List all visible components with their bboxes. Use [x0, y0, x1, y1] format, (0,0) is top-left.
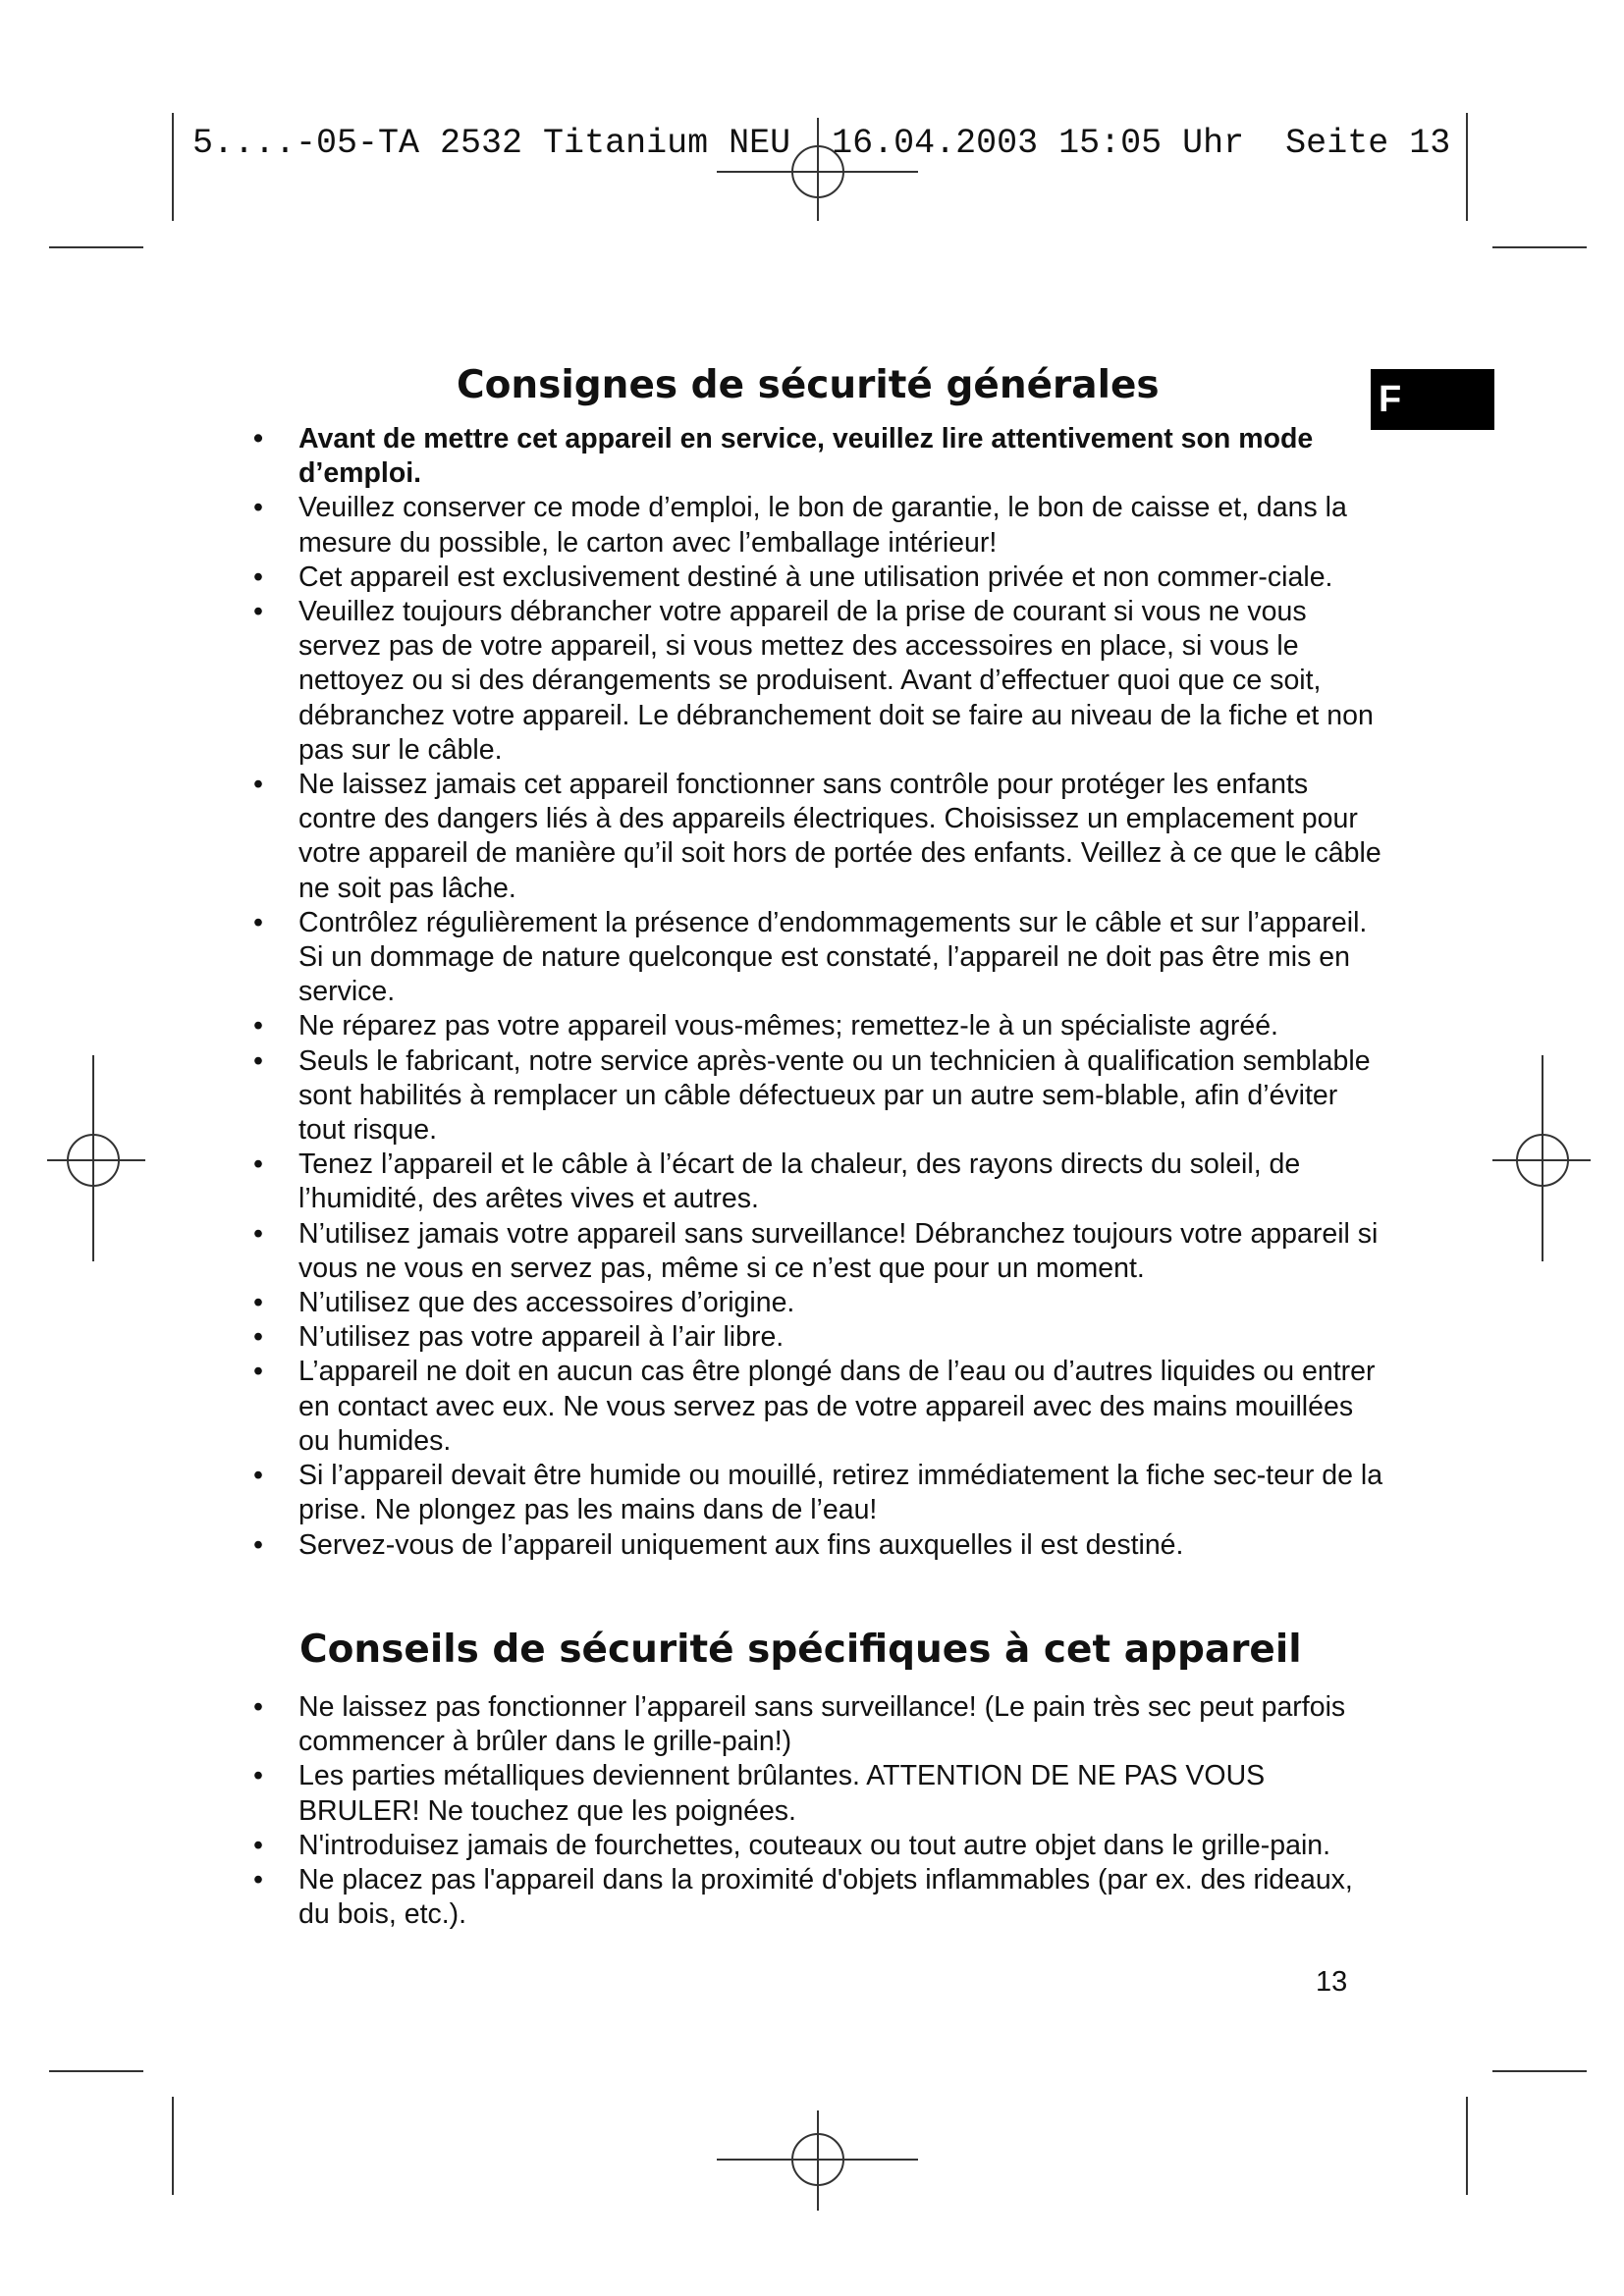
list-item-text: Seuls le fabricant, notre service après-vente ou un technicien à qualification semblable sont habilités à remplacer un câble défectueux par un autre sem-blable, afin d’éviter tout risque. [298, 1044, 1371, 1147]
list-item-text: Les parties métalliques deviennent brûlantes. ATTENTION DE NE PAS VOUS BRULER! Ne touchez que les poignées. [298, 1760, 1266, 1827]
list-item [251, 768, 1390, 906]
print-slug-header: 5....-05-TA 2532 Titanium NEU 16.04.2003 15:05 Uhr Seite 13 [192, 124, 1451, 163]
bullet: • [253, 769, 263, 801]
list-item [251, 1355, 1390, 1459]
list-item-text: Veuillez toujours débrancher votre appareil de la prise de courant si vous ne vous servez pas de votre appareil, si vous mettez des accessoires en place, si vous le nettoyez ou si des dérangements se produisent. Avant d’effectuer quoi que ce soit, débranchez votre appareil. Le débranchement doit se faire au niveau de la fiche et non pas sur le câble. [298, 596, 1374, 766]
list-item [251, 1459, 1390, 1527]
list-item [251, 1009, 1390, 1043]
list-item-text: Servez-vous de l’appareil uniquement aux fins auxquelles il est destiné. [298, 1528, 1184, 1561]
list-item-text: Ne réparez pas votre appareil vous-mêmes; remettez-le à un spécialiste agréé. [298, 1010, 1278, 1042]
bullet: • [253, 1287, 263, 1319]
bullet: • [253, 1829, 263, 1861]
list-item-text: Ne laissez pas fonctionner l’appareil sans surveillance! (Le pain très sec peut parfois commencer à brûler dans le grille-pain!) [298, 1691, 1346, 1758]
bullet: • [253, 1044, 263, 1077]
list-item [251, 1148, 1390, 1216]
list-item-text: N’utilisez que des accessoires d’origine. [298, 1287, 795, 1319]
bullet: • [253, 1760, 263, 1792]
general-safety-list [251, 422, 1390, 1563]
list-item [251, 1759, 1390, 1828]
bullet: • [253, 1010, 263, 1042]
list-item [251, 906, 1390, 1010]
bullet: • [253, 1217, 263, 1250]
list-item [251, 561, 1390, 595]
bullet: • [253, 1691, 263, 1723]
list-item-text: Cet appareil est exclusivement destiné à une utilisation privée et non commer-ciale. [298, 561, 1333, 593]
list-item-text: Ne laissez jamais cet appareil fonctionner sans contrôle pour protéger les enfants contre des dangers liés à des appareils électriques. Choisissez un emplacement pour votre appareil de manière qu’il soit hors de portée des enfants. Veillez à ce que le câble ne soit pas lâche. [298, 769, 1381, 904]
list-item [251, 491, 1390, 560]
list-item-text: Avant de mettre cet appareil en service, veuillez lire attentivement son mode d’emploi. [298, 423, 1314, 490]
section-title-general-safety: Consignes de sécurité générales [457, 363, 1160, 407]
page-number: 13 [1316, 1966, 1348, 1998]
bullet: • [253, 1148, 263, 1181]
language-tab: F [1371, 369, 1494, 430]
list-item [251, 1320, 1390, 1355]
bullet: • [253, 1460, 263, 1492]
section-title-specific-safety: Conseils de sécurité spécifiques à cet appareil [299, 1628, 1302, 1672]
list-item [251, 1528, 1390, 1563]
list-item-text: Ne placez pas l'appareil dans la proximité d'objets inflammables (par ex. des rideaux, du bois, etc.). [298, 1864, 1353, 1931]
bullet: • [253, 1864, 263, 1896]
bullet: • [253, 1528, 263, 1561]
list-item [251, 1217, 1390, 1286]
list-item [251, 422, 1390, 491]
bullet: • [253, 906, 263, 938]
list-item-text: L’appareil ne doit en aucun cas être plongé dans de l’eau ou d’autres liquides ou entrer en contact avec eux. Ne vous servez pas de votre appareil avec des mains mouillées ou humides. [298, 1356, 1376, 1457]
bullet: • [253, 561, 263, 593]
list-item-text: N’utilisez pas votre appareil à l’air libre. [298, 1321, 785, 1354]
list-item [251, 1286, 1390, 1320]
list-item [251, 1690, 1390, 1759]
registration-mark-bottom [717, 2110, 918, 2211]
specific-safety-list [251, 1690, 1390, 1932]
bullet: • [253, 423, 263, 454]
list-item-text: Tenez l’appareil et le câble à l’écart de la chaleur, des rayons directs du soleil, de l’humidité, des arêtes vives et autres. [298, 1148, 1301, 1215]
list-item [251, 1863, 1390, 1932]
list-item-text: N'introduisez jamais de fourchettes, couteaux ou tout autre objet dans le grille-pain. [298, 1829, 1331, 1861]
registration-mark-left [47, 1055, 145, 1261]
list-item [251, 1829, 1390, 1863]
bullet: • [253, 1356, 263, 1388]
list-item [251, 595, 1390, 768]
list-item-text: Veuillez conserver ce mode d’emploi, le bon de garantie, le bon de caisse et, dans la mesure du possible, le carton avec l’emballage intérieur! [298, 492, 1347, 559]
registration-mark-right [1492, 1055, 1591, 1261]
list-item [251, 1044, 1390, 1148]
list-item-text: Contrôlez régulièrement la présence d’endommagements sur le câble et sur l’appareil. Si un dommage de nature quelconque est constaté, l’appareil ne doit pas être mis en service. [298, 906, 1368, 1008]
bullet: • [253, 492, 263, 524]
list-item-text: Si l’appareil devait être humide ou mouillé, retirez immédiatement la fiche sec-teur de la prise. Ne plongez pas les mains dans de l’eau! [298, 1460, 1383, 1526]
bullet: • [253, 1321, 263, 1354]
list-item-text: N’utilisez jamais votre appareil sans surveillance! Débranchez toujours votre appareil si vous ne vous en servez pas, même si ce n’est que pour un moment. [298, 1217, 1379, 1284]
bullet: • [253, 596, 263, 628]
